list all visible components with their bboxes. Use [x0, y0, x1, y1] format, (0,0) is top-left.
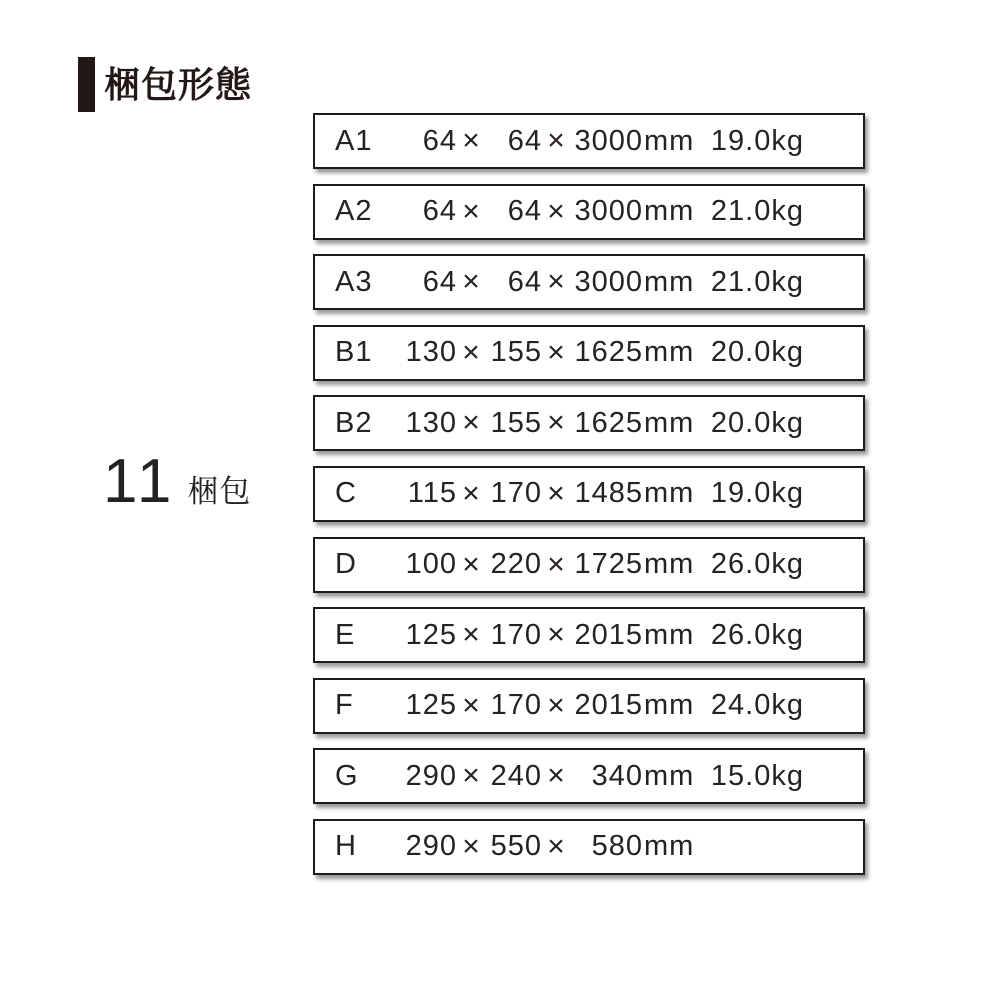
dim-width: 130 — [405, 406, 457, 439]
dim-length: 3000 — [574, 265, 643, 298]
dim-unit-label: mm — [644, 477, 695, 510]
package-row — [313, 748, 865, 804]
package-label: B1 — [335, 336, 373, 369]
package-label: E — [335, 618, 356, 651]
dim-length: 2015 — [574, 689, 643, 722]
multiply-icon: × — [547, 406, 566, 440]
multiply-icon: × — [547, 124, 566, 157]
dim-depth: 550 — [490, 830, 542, 863]
dim-width: 125 — [405, 689, 457, 722]
dim-depth: 64 — [507, 124, 542, 157]
package-weight: 21.0kg — [710, 265, 804, 298]
multiply-icon: × — [462, 476, 481, 510]
dim-depth: 64 — [507, 265, 542, 298]
dim-depth: 220 — [490, 548, 542, 581]
dim-depth: 170 — [490, 477, 542, 510]
dim-unit-label: mm — [644, 336, 695, 369]
package-label: H — [335, 830, 357, 863]
package-weight: 20.0kg — [710, 336, 804, 369]
dim-unit-label: mm — [644, 759, 695, 792]
package-row — [313, 325, 865, 381]
dim-length: 1485 — [574, 477, 643, 510]
multiply-icon: × — [462, 829, 481, 863]
dim-unit-label: mm — [644, 548, 695, 581]
dim-width: 130 — [405, 336, 457, 369]
dim-width: 290 — [405, 759, 457, 792]
dim-length: 340 — [591, 759, 643, 792]
multiply-icon: × — [547, 547, 566, 581]
dim-width: 125 — [405, 618, 457, 651]
package-rows — [313, 113, 865, 875]
package-row — [313, 184, 865, 240]
package-weight: 19.0kg — [710, 477, 804, 510]
multiply-icon: × — [462, 547, 481, 581]
package-count — [103, 447, 252, 516]
multiply-icon: × — [462, 618, 481, 652]
dim-width: 64 — [422, 195, 457, 228]
multiply-icon: × — [547, 335, 566, 369]
multiply-icon: × — [462, 759, 481, 793]
package-label: B2 — [335, 406, 373, 439]
package-row — [313, 113, 865, 169]
package-label: D — [335, 548, 357, 581]
package-label: F — [335, 689, 354, 722]
package-row — [313, 466, 865, 522]
dim-depth: 170 — [490, 618, 542, 651]
package-count-unit: 梱包 — [187, 474, 252, 509]
dim-unit-label: mm — [644, 618, 695, 651]
package-weight: 26.0kg — [710, 618, 804, 651]
dim-width: 64 — [422, 124, 457, 157]
package-weight: 26.0kg — [710, 548, 804, 581]
dim-unit-label: mm — [644, 124, 695, 157]
dim-length: 2015 — [574, 618, 643, 651]
multiply-icon: × — [547, 759, 566, 793]
dim-length: 3000 — [574, 124, 643, 157]
package-label: A3 — [335, 265, 373, 298]
page-title: 梱包形態 — [104, 64, 253, 105]
package-weight: 21.0kg — [710, 195, 804, 228]
package-row — [313, 819, 865, 875]
dim-width: 64 — [422, 265, 457, 298]
multiply-icon: × — [547, 829, 566, 863]
dim-depth: 64 — [507, 195, 542, 228]
dim-unit-label: mm — [644, 689, 695, 722]
multiply-icon: × — [462, 688, 481, 722]
multiply-icon: × — [547, 618, 566, 652]
multiply-icon: × — [547, 688, 566, 722]
dim-width: 115 — [407, 477, 457, 510]
section-header — [78, 57, 252, 112]
dim-unit-label: mm — [644, 406, 695, 439]
header-accent-bar — [78, 57, 95, 112]
dim-depth: 155 — [490, 406, 542, 439]
package-label: C — [335, 477, 357, 510]
package-row — [313, 537, 865, 593]
dim-unit-label: mm — [644, 265, 695, 298]
package-label: A2 — [335, 195, 373, 228]
dim-depth: 170 — [490, 689, 542, 722]
package-row — [313, 607, 865, 663]
dim-unit-label: mm — [644, 195, 695, 228]
multiply-icon: × — [462, 194, 481, 228]
package-weight: 24.0kg — [710, 689, 804, 722]
multiply-icon: × — [547, 476, 566, 510]
package-label: A1 — [335, 124, 373, 157]
package-weight: 15.0kg — [710, 759, 804, 792]
multiply-icon: × — [462, 406, 481, 440]
package-weight: 19.0kg — [710, 124, 804, 157]
dim-length: 1625 — [574, 336, 643, 369]
dim-length: 1625 — [574, 406, 643, 439]
package-weight: 20.0kg — [710, 406, 804, 439]
dim-width: 290 — [405, 830, 457, 863]
multiply-icon: × — [462, 265, 481, 299]
package-row — [313, 254, 865, 310]
multiply-icon: × — [547, 194, 566, 228]
package-row — [313, 395, 865, 451]
dim-unit-label: mm — [644, 830, 695, 863]
multiply-icon: × — [462, 124, 481, 157]
package-row — [313, 678, 865, 734]
package-count-number: 11 — [103, 447, 176, 516]
dim-depth: 240 — [490, 759, 542, 792]
dim-length: 3000 — [574, 195, 643, 228]
dim-depth: 155 — [490, 336, 542, 369]
multiply-icon: × — [547, 265, 566, 299]
dim-width: 100 — [405, 548, 457, 581]
package-label: G — [335, 759, 359, 792]
dim-length: 1725 — [574, 548, 643, 581]
multiply-icon: × — [462, 335, 481, 369]
dim-length: 580 — [591, 830, 643, 863]
